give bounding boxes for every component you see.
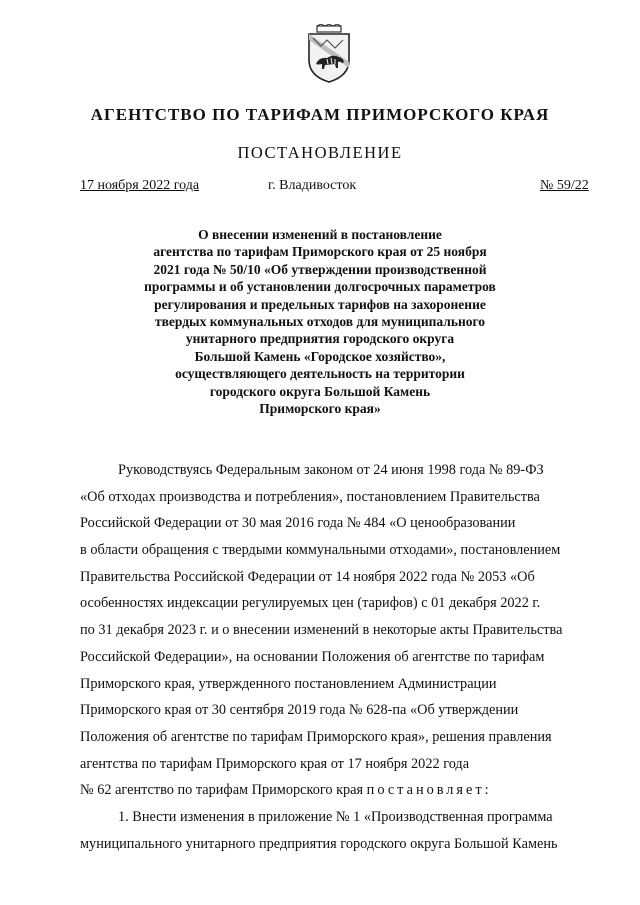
body-line: в области обращения с твердыми коммунальными отходами», постановлением [80, 542, 561, 559]
title-line: О внесении изменений в постановление [198, 227, 442, 242]
document-body [80, 457, 598, 857]
title-line: осуществляющего деятельность на территории [175, 366, 465, 382]
body-line: Приморского края от 30 сентября 2019 года № 628-па «Об утверждении [80, 702, 519, 719]
title-line: унитарного предприятия городского округа [185, 331, 455, 347]
body-line: Положения об агентстве по тарифам Приморского края», решения правления [80, 728, 552, 745]
document-number: № 59/22 [540, 178, 589, 193]
body-line: Руководствуясь Федеральным законом от 24 июня 1998 года № 89-ФЗ [118, 462, 544, 478]
document-city: г. Владивосток [268, 178, 357, 193]
body-line: «Об отходах производства и потребления», постановлением Правительства [80, 488, 540, 505]
title-line: 2021 года № 50/10 «Об утверждении производственной [153, 261, 487, 277]
body-line: Правительства Российской Федерации от 14 ноября 2022 года № 2053 «Об [80, 568, 535, 585]
body-line: по 31 декабря 2023 г. и о внесении изменений в некоторые акты Правительства [80, 622, 563, 639]
title-line: городского округа Большой Камень [209, 383, 431, 399]
body-line: агентства по тарифам Приморского края от 17 ноября 2022 года [80, 755, 470, 772]
document-date: 17 ноября 2022 года [80, 178, 200, 193]
primorsky-krai-coat-of-arms-icon [303, 24, 355, 84]
body-line: Российской Федерации», на основании Положения об агентстве по тарифам [80, 648, 545, 665]
body-line: муниципального унитарного предприятия городского округа Большой Камень [80, 835, 558, 852]
title-line: агентства по тарифам Приморского края от 25 ноября [153, 244, 487, 260]
body-line: особенностях индексации регулируемых цен (тарифов) с 01 декабря 2022 г. [80, 595, 541, 612]
body-line: Российской Федерации от 30 мая 2016 года № 484 «О ценообразовании [80, 515, 516, 532]
resolves-word: постановляет: [366, 782, 492, 799]
document-title [100, 226, 540, 417]
title-line: Приморского края» [259, 401, 381, 417]
title-line: программы и об установлении долгосрочных параметров [144, 279, 496, 295]
agency-name: АГЕНТСТВО ПО ТАРИФАМ ПРИМОРСКОГО КРАЯ [90, 105, 550, 124]
title-line: регулирования и предельных тарифов на захоронение [154, 296, 486, 312]
body-line: 1. Внести изменения в приложение № 1 «Производственная программа [118, 808, 553, 825]
body-line-text: № 62 агентство по тарифам Приморского края [80, 782, 367, 799]
body-line-resolves [80, 777, 598, 804]
title-line: Большой Камень «Городское хозяйство», [194, 348, 446, 364]
title-line: твердых коммунальных отходов для муниципального [154, 314, 486, 330]
document-type: ПОСТАНОВЛЕНИЕ [237, 143, 403, 162]
body-line: Приморского края, утвержденного постановлением Администрации [80, 675, 497, 692]
